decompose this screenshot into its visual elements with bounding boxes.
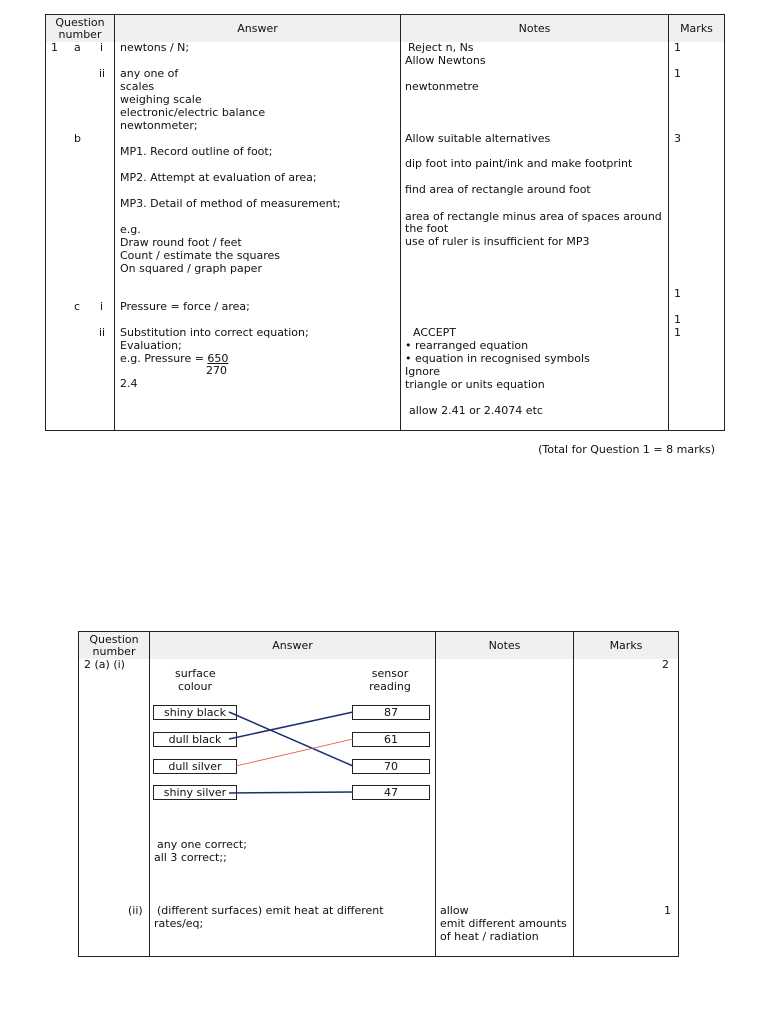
header-notes: Notes [436,632,573,659]
note-b: Allow suitable alternatives [405,132,551,145]
note-c-ii-bullet: • equation in recognised symbols [405,352,590,365]
surface-box: dull silver [153,759,237,774]
answer-b-mp2: MP2. Attempt at evaluation of area; [120,171,317,184]
reading-box: 70 [352,759,430,774]
surface-box: shiny black [153,705,237,720]
answer-a-ii-line: any one of [120,67,179,80]
reading-box: 61 [352,732,430,747]
note-c-ii-bullet: • rearranged equation [405,339,529,352]
header-answer: Answer [115,15,400,42]
note-c-ii-allow: allow 2.41 or 2.4074 etc [409,404,543,417]
answer-c-ii-substitution: Substitution into correct equation; [120,326,309,339]
header-notes: Notes [401,15,668,42]
header-question-number: Question number [79,632,149,659]
note-a-ii: newtonmetre [405,80,479,93]
sensor-reading-title: sensor reading [369,667,411,693]
note-a-ii: of heat / radiation [440,930,539,943]
marks-2-a-ii: 1 [664,904,671,917]
part-label-a: a [74,41,81,54]
note-a-i-allow: Allow Newtons [405,54,486,67]
header-answer: Answer [150,632,435,659]
answer-a-ii: rates/eq; [154,917,204,930]
answer-b-eg-line: e.g. [120,223,141,236]
answer-a-ii-line: weighing scale [120,93,202,106]
link-dull-black-87 [229,712,353,739]
note-b: dip foot into paint/ink and make footprint [405,157,633,170]
question-number: 1 [51,41,58,54]
note-a-ii: allow [440,904,469,917]
surface-box: dull black [153,732,237,747]
answer-b-mp1: MP1. Record outline of foot; [120,145,273,158]
part-label-c: c [74,300,81,313]
answer-a-ii: (different surfaces) emit heat at different [157,904,384,917]
surface-box: shiny silver [153,785,237,800]
answer-c-i: Pressure = force / area; [120,300,250,313]
header-question-number: Question number [46,15,114,42]
marks-c: 1 [674,287,681,300]
part-label-b: b [74,132,81,145]
marks-a-ii: 1 [674,67,681,80]
marks-c-i: 1 [674,313,681,326]
answer-a-ii-line: newtonmeter; [120,119,198,132]
question-number-2-a-i: 2 (a) (i) [84,658,125,671]
note-c-ii-accept: ACCEPT [413,326,456,339]
answer-b-eg-line: On squared / graph paper [120,262,262,275]
question-1-table [45,14,725,431]
note-a-ii: emit different amounts [440,917,567,930]
answer-a-ii-line: scales [120,80,155,93]
answer-a-i: newtons / N; [120,41,190,54]
note-b: area of rectangle minus area of spaces around [405,210,662,223]
reading-box: 87 [352,705,430,720]
subpart-label-a-ii: ii [99,67,106,80]
marks-b: 3 [674,132,681,145]
answer-c-ii-evaluation: Evaluation; [120,339,182,352]
answer-a-ii-line: electronic/electric balance [120,106,266,119]
marks-c-ii: 1 [674,326,681,339]
answer-c-ii-value: 2.4 [120,377,138,390]
answer-b-mp3: MP3. Detail of method of measurement; [120,197,341,210]
link-dull-silver-61 [236,739,353,766]
answer-all-correct: all 3 correct;; [154,851,227,864]
answer-b-eg-line: Count / estimate the squares [120,249,281,262]
surface-colour-title: surface colour [175,667,216,693]
link-shiny-black-70 [229,712,353,766]
subpart-label-c-i: i [100,300,104,313]
header-marks: Marks [574,632,678,659]
note-c-ii-triangle: triangle or units equation [405,378,545,391]
note-c-ii-ignore: Ignore [405,365,440,378]
link-shiny-silver-47 [229,792,353,793]
fraction-numerator: 650 [207,352,229,365]
note-a-i-reject: Reject n, Ns [408,41,474,54]
reading-box: 47 [352,785,430,800]
note-b: find area of rectangle around foot [405,183,591,196]
question-1-total: (Total for Question 1 = 8 marks) [538,443,715,456]
subpart-label-c-ii: ii [99,326,106,339]
note-b: the foot [405,222,449,235]
fraction-denominator: 270 [206,364,227,377]
subpart-label-a-i: i [100,41,104,54]
answer-b-eg-line: Draw round foot / feet [120,236,242,249]
question-number-2-a-ii: (ii) [128,904,143,917]
marks-2-a-i: 2 [662,658,669,671]
answer-any-one-correct: any one correct; [157,838,247,851]
header-marks: Marks [669,15,724,42]
answer-c-ii-example: e.g. Pressure = 650 [120,352,229,365]
note-b: use of ruler is insufficient for MP3 [405,235,590,248]
marks-a-i: 1 [674,41,681,54]
question-2-table [78,631,679,957]
